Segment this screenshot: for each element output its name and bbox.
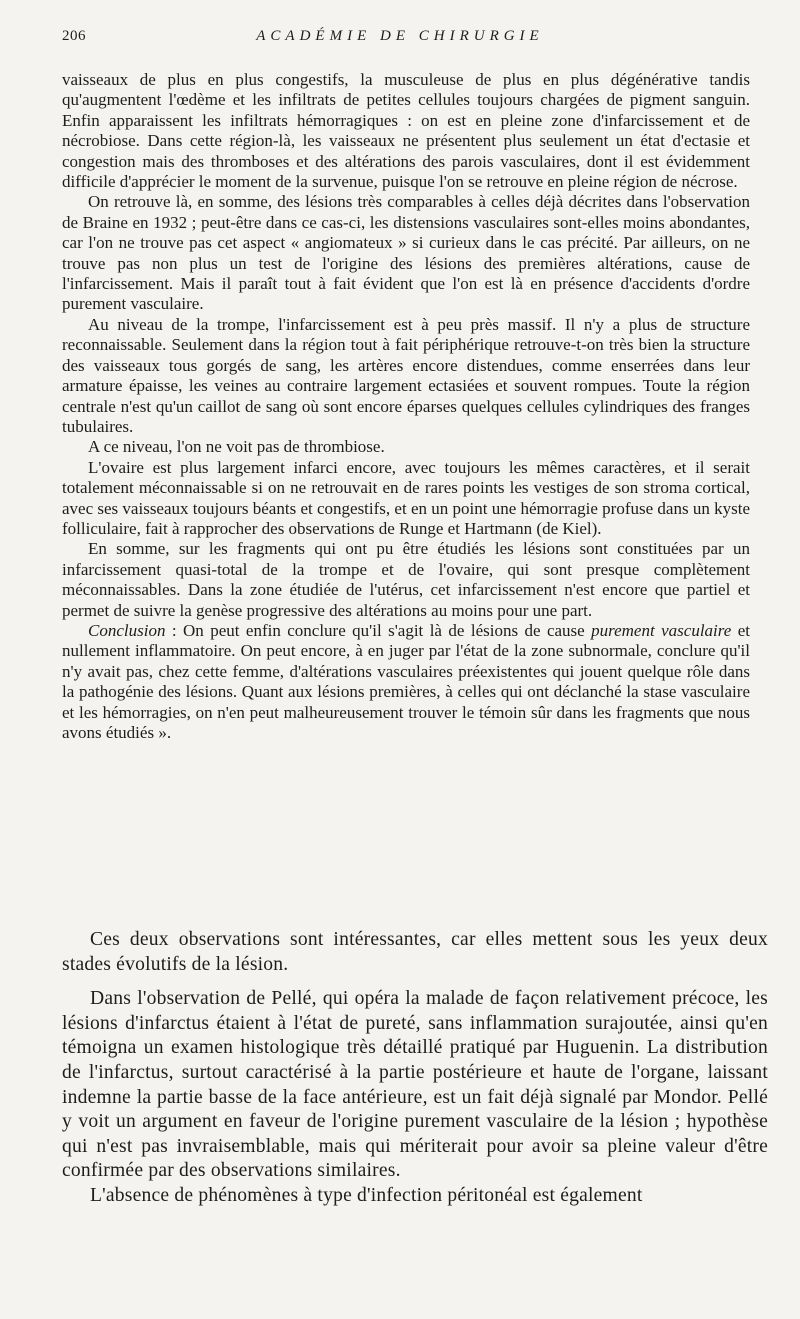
paragraph: L'absence de phénomènes à type d'infection péritonéal est également (90, 1184, 643, 1206)
conclusion-label: Conclusion (88, 620, 166, 640)
paragraph: On retrouve là, en somme, des lésions très comparables à celles déjà décrites dans l'observation de Braine en 1932 ; peut-être dans ce cas-ci, les distensions vasculaires sont-elles moins abondantes, car l'on ne trouve pas cet aspect « angiomateux » si curieux dans le cas précité. Par ailleurs, on ne trouve pas non plus un test de l'origine des lésions des premières altérations, cause de l'infarcissement. Mais il paraît tout à fait évident que l'on est là en présence d'accidents d'ordre purement vasculaire. (62, 192, 750, 314)
paragraph: Dans l'observation de Pellé, qui opéra la malade de façon relativement précoce, les lésions d'infarctus étaient à l'état de pureté, sans inflammation surajoutée, ainsi qu'en témoigna un examen histologique très détaillé pratiqué par Huguenin. La distribution de l'infarctus, surtout caractérisé à la partie postérieure et haute de l'organe, laissant indemne la partie basse de la face antérieure, est un fait déjà signalé par Mondor. Pellé y voit un argument en faveur de l'origine purement vasculaire de la lésion ; hypothèse qui n'est pas invraisemblable, mais qui mériterait pour avoir sa pleine valeur d'être confirmée par des observations similaires. (62, 988, 768, 1182)
conclusion-paragraph (62, 621, 750, 743)
running-title: ACADÉMIE DE CHIRURGIE (256, 28, 544, 44)
quoted-report (62, 70, 750, 743)
paragraph: Au niveau de la trompe, l'infarcissement est à peu près massif. Il n'y a plus de structure reconnaissable. Seulement dans la région tout à fait périphérique retrouve-t-on très bien la structure des vaisseaux tous gorgés de sang, les artères encore distendues, comme enserrées dans leur armature épaisse, les veines au contraire largement ectasiées et souvent rompues. Toute la région centrale n'est qu'un caillot de sang où sont encore éparses quelques cellules cylindriques des franges tubulaires. (62, 314, 750, 436)
paragraph: A ce niveau, l'on ne voit pas de thrombiose. (88, 437, 385, 457)
page-header (62, 22, 738, 52)
paragraph: L'ovaire est plus largement infarci encore, avec toujours les mêmes caractères, et il serait totalement méconnaissable si on ne retrouvait en de rares points les vestiges de son stroma cortical, avec ses vaisseaux toujours béants et congestifs, et en un point une hémorragie profuse dans un kyste folliculaire, fait à rapprocher des observations de Runge et Hartmann (de Kiel). (62, 457, 750, 538)
page-number: 206 (62, 28, 86, 44)
paragraph: En somme, sur les fragments qui ont pu être étudiés les lésions sont constituées par un infarcissement quasi-total de la trompe et de l'ovaire, qui sont presque complètement méconnaissables. Dans la zone étudiée de l'utérus, cet infarcissement n'est encore que partiel et permet de suivre la genèse progressive des altérations au moins pour une part. (62, 539, 750, 620)
main-text (62, 928, 768, 1209)
conclusion-text-b: et nullement inflammatoire. On peut encore, à en juger par l'état de la zone subnormale, conclure qu'il n'y avait pas, chez cette femme, d'altérations vasculaires préexistentes qui jouent quelque rôle dans la pathogénie des lésions. Quant aux lésions premières, à celles qui ont déclanché la stase vasculaire et les hémorragies, on n'en peut malheureusement trouver le témoin sûr dans les fragments que nous avons étudiés ». (62, 620, 750, 742)
conclusion-text-a: : On peut enfin conclure qu'il s'agit là de lésions de cause (165, 620, 592, 640)
paragraph: Ces deux observations sont intéressantes, car elles mettent sous les yeux deux stades évolutifs de la lésion. (62, 929, 768, 975)
conclusion-emphasis: purement vasculaire (591, 620, 732, 640)
paragraph: vaisseaux de plus en plus congestifs, la musculeuse de plus en plus dégénérative tandis qu'augmentent l'œdème et les infiltrats de petites cellules toujours chargées de pigment sanguin. Enfin apparaissent les infiltrats hémorragiques : on est en pleine zone d'infarcissement et de nécrobiose. Dans cette région-là, les vaisseaux ne présentent plus seulement un état d'ectasie et congestion mais des thromboses et des altérations des parois vasculaires, dont il est évidemment difficile d'apprécier le moment de la survenue, puisque l'on se retrouve en pleine région de nécrose. (62, 70, 750, 192)
